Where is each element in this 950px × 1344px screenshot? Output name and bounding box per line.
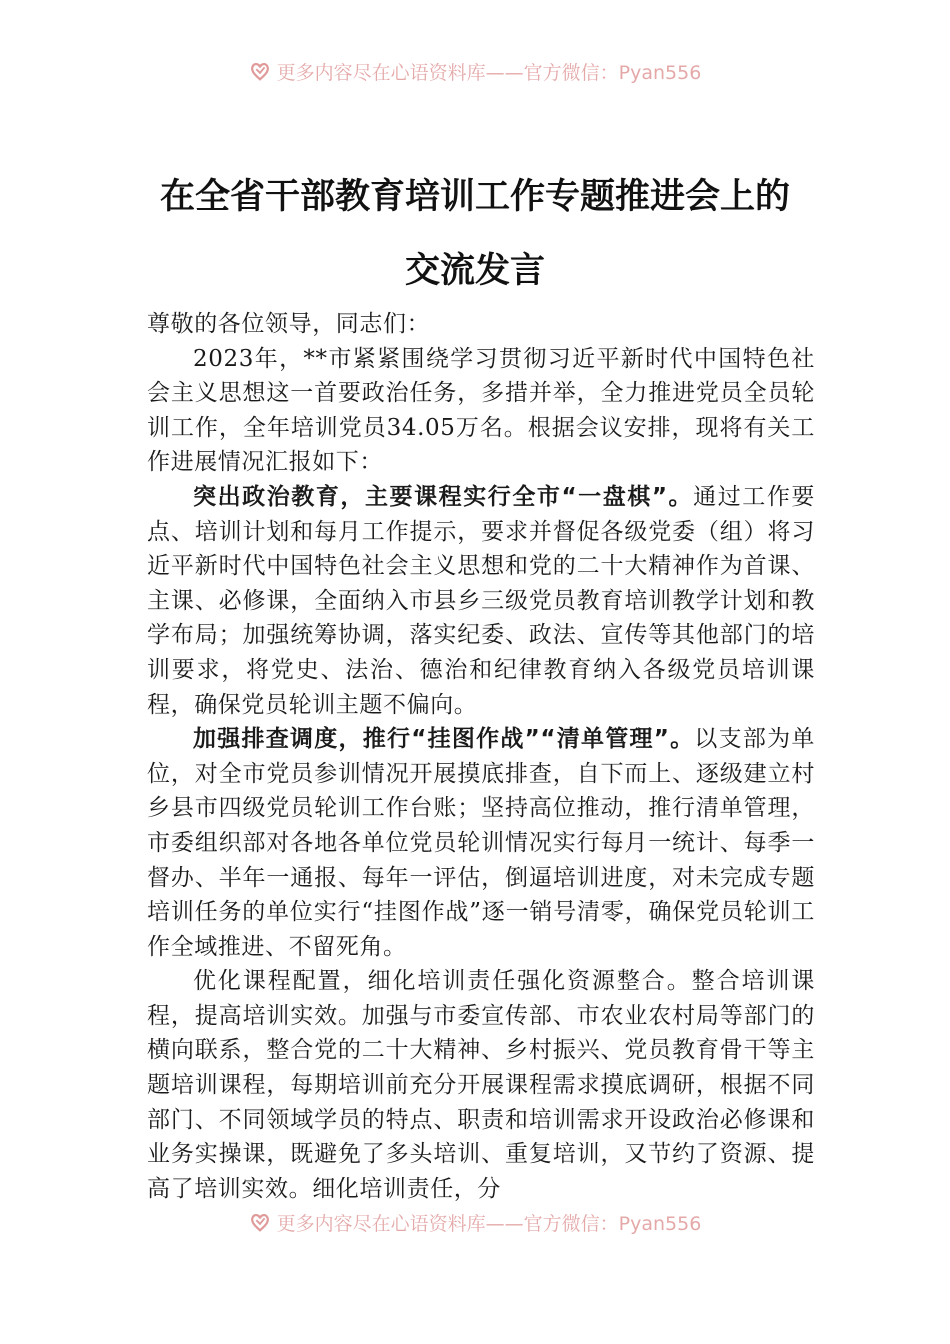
watermark-text: 更多内容尽在心语资料库——官方微信：Pyan556 <box>276 61 702 84</box>
intro-paragraph: 2023年，**市紧紧围绕学习贯彻习近平新时代中国特色社会主义思想这一首要政治任务，多措并举，全力推进党员全员轮训工作，全年培训党员34.05万名。根据会议安排，现将有关工作进展情况汇报如下： <box>147 345 815 476</box>
document-body <box>147 307 815 1206</box>
document-title-line2: 交流发言 <box>404 250 545 291</box>
heart-logo-icon <box>249 1211 271 1233</box>
heart-logo-icon <box>249 60 271 82</box>
closing-paragraph: 优化课程配置，细化培训责任强化资源整合。整合培训课程，提高培训实效。加强与市委宣传部、市农业农村局等部门的横向联系，整合党的二十大精神、乡村振兴、党员教育骨干等主题培训课程，每期培训前充分开展课程需求摸底调研，根据不同部门、不同领域学员的特点、职责和培训需求开设政治必修课和业务实操课，既避免了多头培训、重复培训，又节约了资源、提高了培训实效。细化培训责任，分 <box>147 968 815 1202</box>
section-paragraph-2 <box>147 722 815 964</box>
document-title-line1: 在全省干部教育培训工作专题推进会上的 <box>159 176 790 217</box>
section-body-1: 通过工作要点、培训计划和每月工作提示，要求并督促各级党委（组）将习近平新时代中国特色社会主义思想和党的二十大精神作为首课、主课、必修课，全面纳入市县乡三级党员教育培训教学计划和教学布局；加强统筹协调，落实纪委、政法、宣传等其他部门的培训要求，将党史、法治、德治和纪律教育纳入各级党员培训课程，确保党员轮训主题不偏向。 <box>147 483 815 718</box>
watermark-text: 更多内容尽在心语资料库——官方微信：Pyan556 <box>276 1212 702 1235</box>
section-lead-1: 突出政治教育，主要课程实行全市“一盘棋”。 <box>193 483 694 510</box>
watermark-top <box>0 56 950 86</box>
salutation: 尊敬的各位领导，同志们： <box>147 311 431 337</box>
section-paragraph-1 <box>147 480 815 722</box>
section-body-2: 以支部为单位，对全市党员参训情况开展摸底排查，自下而上、逐级建立村乡县市四级党员轮训工作台账；坚持高位推动，推行清单管理，市委组织部对各地各单位党员轮训情况实行每月一统计、每季一督办、半年一通报、每年一评估，倒逼培训进度，对未完成专题培训任务的单位实行“挂图作战”逐一销号清零，确保党员轮训工作全域推进、不留死角。 <box>147 726 816 960</box>
section-lead-2: 加强排查调度，推行“挂图作战”“清单管理”。 <box>193 726 695 753</box>
watermark-bottom <box>0 1207 950 1237</box>
